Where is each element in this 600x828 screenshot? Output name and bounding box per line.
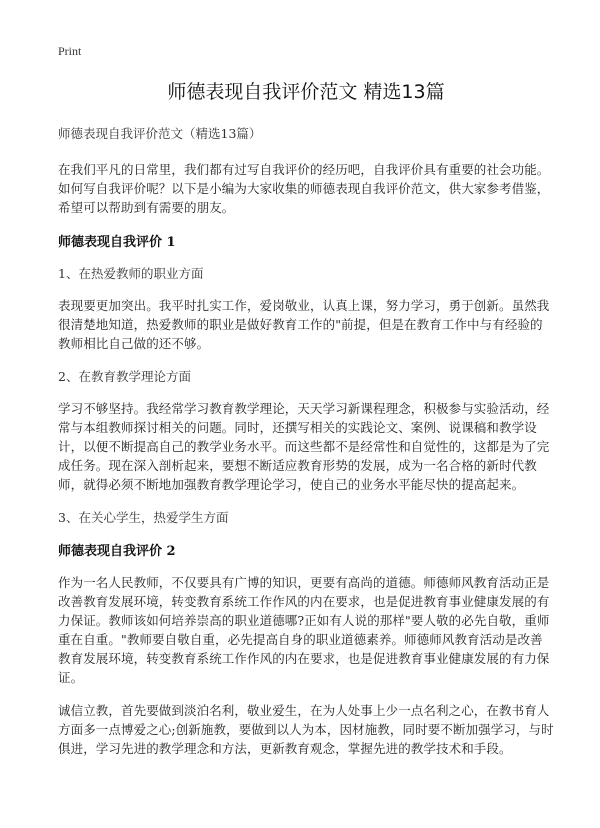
section-heading-1: 师德表现自我评价 1 xyxy=(58,235,176,250)
document-page xyxy=(58,44,554,772)
section-1-subhead-1: 1、在热爱教师的职业方面 xyxy=(58,266,204,281)
document-subtitle: 师德表现自我评价范文（精选13篇） xyxy=(58,126,262,141)
section-1-paragraph-2: 学习不够坚持。我经常学习教育教学理论，天天学习新课程理念，积极参与实验活动，经常与本组教师探讨相关的问题。同时，还撰写相关的实践论文、案例、说课稿和教学设计，以便不断提高自己的教学业务水平。而这些都不是经常性和自觉性的，这都是为了完成任务。现在深入剖析起来，要想不断适应教育形势的发展，成为一名合格的新时代教师，就得必须不断地加强教育教学理论学习，使自己的业务水平能尽快的提高起来。 xyxy=(58,401,550,492)
section-2-paragraph-1: 作为一名人民教师，不仅要具有广博的知识，更要有高尚的道德。师德师风教育活动正是改善教育发展环境，转变教育系统工作作风的内在要求，也是促进教育事业健康发展的有力保证。教师该如何培养崇高的职业道德哪?正如有人说的那样"要人敬的必先自敬，重师重在自重。"教师要自敬自重，必先提高自身的职业道德素养。师德师风教育活动是改善教育发展环境，转变教育系统工作作风的内在要求，也是促进教育事业健康发展的有力保证。 xyxy=(58,575,550,685)
intro-paragraph: 在我们平凡的日常里，我们都有过写自我评价的经历吧，自我评价具有重要的社会功能。如何写自我评价呢？以下是小编为大家收集的师德表现自我评价范文，供大家参考借鉴，希望可以帮助到有需要的朋友。 xyxy=(58,162,550,215)
section-1-subhead-2: 2、在教育教学理论方面 xyxy=(58,369,191,384)
section-heading-2: 师德表现自我评价 2 xyxy=(58,544,176,559)
section-2-paragraph-2: 诚信立教，首先要做到淡泊名利，敬业爱生，在为人处事上少一点名利之心，在教书育人方面多一点博爱之心;创新施教，要做到以人为本，因材施教，同时要不断加强学习，与时俱进，学习先进的教学理念和方法，更新教育观念，掌握先进的教学技术和手段。 xyxy=(58,703,554,756)
section-1-subhead-3: 3、在关心学生，热爱学生方面 xyxy=(58,510,229,525)
section-1-paragraph-1: 表现要更加突出。我平时扎实工作，爱岗敬业，认真上课，努力学习，勇于创新。虽然我很清楚地知道，热爱教师的职业是做好教育工作的"前提，但是在教育工作中与有经验的教师相比自己做的还不够。 xyxy=(58,298,550,351)
print-label[interactable]: Print xyxy=(58,44,82,58)
document-title: 师德表现自我评价范文 精选13篇 xyxy=(167,81,445,103)
